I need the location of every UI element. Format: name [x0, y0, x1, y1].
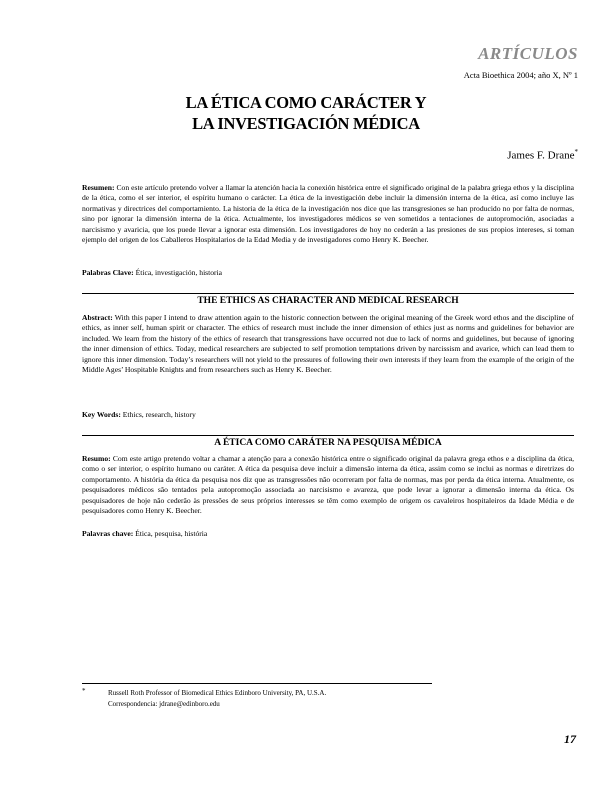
- section-heading-pt: A ÉTICA COMO CARÁTER NA PESQUISA MÉDICA: [214, 438, 442, 448]
- footnote-mark: *: [82, 687, 86, 695]
- keywords-pt: [82, 529, 207, 538]
- resumen-label: Resumen:: [82, 183, 115, 192]
- keywords-en-label: Key Words:: [82, 410, 121, 419]
- resumo-text: Com este artigo pretendo voltar a chamar a atenção para a conexão histórica entre o significado original da palavra grega ethos e a disciplina da ética, como o ser interior, o espírito humano ou caráter. A ética da pesquisa deve incluir a dimensão interna da ética, assim como se inclui as normas e diretrizes do comportamento. A história da ética da pesquisa nos diz que as transgressões não ocorreram por falta de normas, mas por perda da ética interna. Atualmente, os pesquisadores médicos são tentados pela autopromoção associada ao narcisismo e avareza, que pode levar a ignorar a dimensão interna da ética. Os pesquisadores de hoje não cederão às pressões de seus próprios interesses se têm como exemplo de origem os cavaleiros hospitaleiros da Idade Média e de pesquisadores como Henry K. Beecher.: [82, 454, 574, 516]
- section-label: ARTÍCULOS: [478, 44, 578, 63]
- page-number: 17: [564, 732, 576, 746]
- footnote-affiliation: Russell Roth Professor of Biomedical Ethics Edinboro University, PA, U.S.A.: [108, 689, 327, 697]
- keywords-es: [82, 268, 222, 277]
- journal-reference: Acta Bioethica 2004; año X, Nº 1: [463, 70, 578, 80]
- keywords-pt-label: Palavras chave:: [82, 529, 134, 538]
- keywords-en: [82, 410, 196, 419]
- keywords-es-text: Ética, investigación, historia: [133, 268, 223, 277]
- author-footnote-mark: *: [574, 148, 578, 156]
- resumo-label: Resumo:: [82, 454, 111, 463]
- keywords-pt-text: Ética, pesquisa, história: [133, 529, 208, 538]
- section-heading-en: THE ETHICS AS CHARACTER AND MEDICAL RESEARCH: [197, 296, 459, 306]
- resumen-text: Con este artículo pretendo volver a llamar la atención hacia la conexión histórica entre el significado original de la palabra griega ethos y la disciplina de la ética, como el ser interior, el espíritu humano o carácter. La ética de la investigación debe incluir la dimensión interna de la ética, así como incluye las normativas y directrices del comportamiento. La historia de la ética de la investigación nos dice que las transgresiones se han producido no por falta de normas, sino por ignorar la dimensión interna de la ética. Actualmente, los investigadores médicos se ven sometidos a tentaciones de autopromoción, asociadas a narcisismo y avaricia, que los puede llevar a ignorar esta dimensión. Los investigadores de hoy no cederán a las presiones de sus propios intereses, si toman ejemplo del origen de los Caballeros Hospitalarios de la Edad Media y de investigadores como Henry K. Beecher.: [82, 183, 574, 245]
- footnote: [82, 688, 326, 710]
- abstract-en: [82, 313, 574, 375]
- resumo-pt: [82, 454, 574, 516]
- footnote-divider: [82, 683, 432, 684]
- keywords-es-label: Palabras Clave:: [82, 268, 134, 277]
- article-title: [0, 92, 612, 134]
- title-line-1: LA ÉTICA COMO CARÁCTER Y: [185, 93, 427, 112]
- author-name: James F. Drane: [507, 149, 575, 162]
- abstract-text: With this paper I intend to draw attention again to the historic connection between the original meaning of the Greek word ethos and the discipline of ethics, as inner self, human spirit or character. The ethics of research must include the inner dimension of ethics just as norms and guidelines for behavior are included. We learn from the history of the ethics of research that transgressions have occurred not due to lack of norms and guidelines, but because of ignoring the inner dimension of ethics. Today, medical researchers are subjected to self promotion temptations driven by narcissism and avarice, which can lead them to ignore this inner dimension. Today’s researchers will not yield to the pressures of following their own interests if they learn from the example of the origin of the Middle Ages’ Hospitable Knights and from researchers such as Henry K. Beecher.: [82, 313, 574, 375]
- resumen-es: [82, 183, 574, 245]
- divider: [82, 435, 574, 436]
- abstract-label: Abstract:: [82, 313, 113, 322]
- title-line-2: LA INVESTIGACIÓN MÉDICA: [192, 114, 420, 133]
- divider: [82, 293, 574, 294]
- keywords-en-text: Ethics, research, history: [120, 410, 196, 419]
- author: [507, 148, 578, 162]
- footnote-correspondence: Correspondencia: jdrane@edinboro.edu: [108, 700, 220, 708]
